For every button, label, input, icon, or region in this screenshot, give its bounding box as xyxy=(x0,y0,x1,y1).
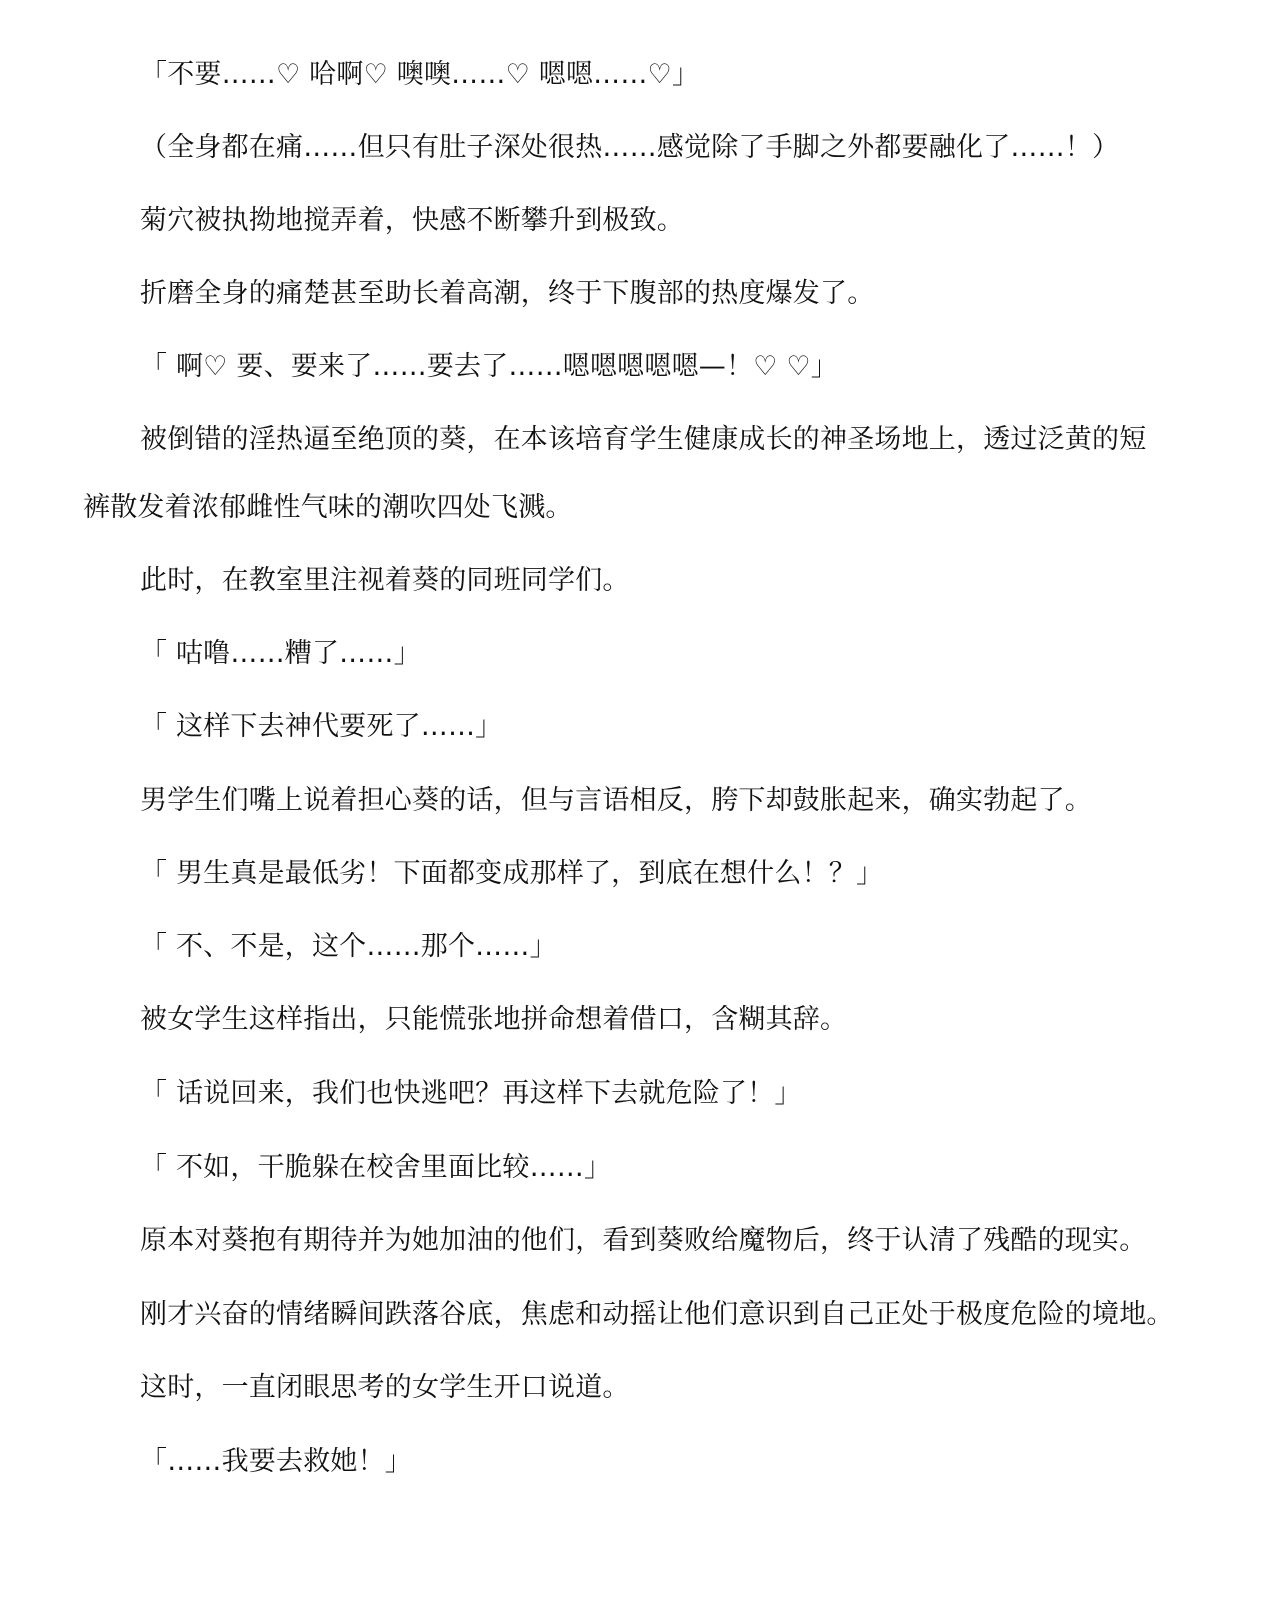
text-line: 「 咕噜……糟了……」 xyxy=(140,638,421,669)
text-line: 男学生们嘴上说着担心葵的话，但与言语相反，胯下却鼓胀起来，确实勃起了。 xyxy=(140,785,1092,816)
text-line: 「……我要去救她！」 xyxy=(140,1446,412,1477)
text-line: 「 不如，干脆躲在校舍里面比较……」 xyxy=(140,1152,612,1183)
text-line: 「 这样下去神代要死了……」 xyxy=(140,711,503,742)
text-line: （全身都在痛……但只有肚子深处很热……感觉除了手脚之外都要融化了……！） xyxy=(140,132,1120,163)
text-line: 「 话说回来，我们也快逃吧？再这样下去就危险了！」 xyxy=(140,1078,802,1109)
text-line: 菊穴被执拗地搅弄着，快感不断攀升到极致。 xyxy=(140,205,684,236)
text-line: 「 啊♡ 要、要来了……要去了……嗯嗯嗯嗯嗯—！♡ ♡」 xyxy=(140,351,838,382)
text-line: 刚才兴奋的情绪瞬间跌落谷底，焦虑和动摇让他们意识到自己正处于极度危险的境地。 xyxy=(140,1299,1174,1330)
text-line: 「不要……♡ 哈啊♡ 噢噢……♡ 嗯嗯……♡」 xyxy=(140,59,700,90)
text-line: 被女学生这样指出，只能慌张地拼命想着借口，含糊其辞。 xyxy=(140,1004,848,1035)
text-line: 原本对葵抱有期待并为她加油的他们，看到葵败给魔物后，终于认清了残酷的现实。 xyxy=(140,1225,1147,1256)
text-line: 折磨全身的痛楚甚至助长着高潮，终于下腹部的热度爆发了。 xyxy=(140,278,875,309)
text-line: 被倒错的淫热逼至绝顶的葵，在本该培育学生健康成长的神圣场地上，透过泛黄的短 xyxy=(140,424,1147,455)
text-line: 此时，在教室里注视着葵的同班同学们。 xyxy=(140,565,630,596)
text-line: 裤散发着浓郁雌性气味的潮吹四处飞溅。 xyxy=(83,492,573,523)
text-line: 这时，一直闭眼思考的女学生开口说道。 xyxy=(140,1372,630,1403)
text-line: 「 男生真是最低劣！下面都变成那样了，到底在想什么！？」 xyxy=(140,858,884,889)
text-line: 「 不、不是，这个……那个……」 xyxy=(140,931,557,962)
